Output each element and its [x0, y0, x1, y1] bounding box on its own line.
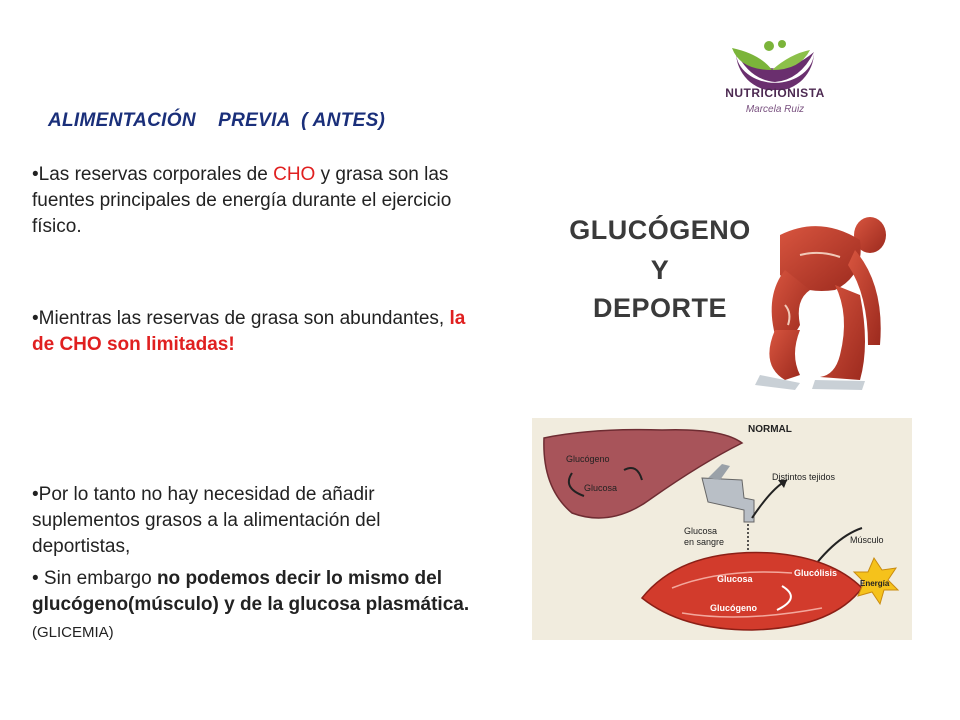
p4-bold: no podemos decir lo mismo del glucógeno(músculo) y de la glucosa plasmática.: [32, 568, 470, 615]
p3-text: •Por lo tanto no hay necesidad de añadir suplementos grasos a la alimentación del deportistas,: [32, 484, 381, 557]
p2-highlight: la de CHO son limitadas!: [32, 308, 466, 355]
diagram-m-glucosa: Glucosa: [717, 574, 753, 584]
p2-text-a: •Mientras las reservas de grasa son abundantes,: [32, 308, 450, 329]
gd-line-2: Y: [650, 255, 670, 285]
glucogeno-deporte-image: [560, 195, 900, 405]
logo-name-text: Marcela Ruiz: [745, 104, 805, 115]
paragraph-sin-embargo: [32, 566, 482, 646]
diagram-glucosa-sangre-2: en sangre: [684, 537, 725, 547]
diagram-glucolisis: Glucólisis: [794, 568, 838, 578]
paragraph-por-lo-tanto: [32, 482, 482, 560]
diagram-liver-glucogeno: Glucógeno: [566, 454, 610, 464]
diagram-glucosa-sangre-1: Glucosa: [684, 526, 718, 536]
gd-line-1: GLUCÓGENO: [569, 215, 751, 245]
muscle-figure-icon: [740, 195, 900, 405]
p4-text-a: • Sin embargo: [32, 568, 157, 589]
p1-text-a: •Las reservas corporales de: [32, 164, 274, 185]
logo-brand-text: NUTRICIONISTA: [725, 86, 825, 100]
glucose-metabolism-diagram: [532, 418, 912, 640]
paragraph-mientras: [32, 306, 482, 358]
p1-highlight: CHO: [273, 164, 316, 185]
nutricionista-logo: [700, 40, 850, 130]
logo-icon: [700, 40, 850, 90]
p1-text-b: y grasa son las fuentes principales de energía durante el ejercicio físico.: [32, 164, 452, 237]
diagram-distintos-tejidos: Distintos tejidos: [772, 472, 836, 482]
diagram-energia: Energía: [860, 579, 890, 588]
diagram-graphic: [532, 418, 912, 640]
diagram-normal-label: NORMAL: [748, 424, 792, 435]
slide-title: ALIMENTACIÓN PREVIA ( ANTES): [48, 110, 386, 131]
diagram-m-glucogeno: Glucógeno: [710, 603, 757, 613]
diagram-liver-glucosa: Glucosa: [584, 483, 618, 493]
p4-small: (GLICEMIA): [32, 624, 114, 641]
diagram-musculo: Músculo: [850, 535, 884, 545]
gd-line-3: DEPORTE: [592, 293, 728, 323]
paragraph-reservas: [32, 162, 482, 240]
